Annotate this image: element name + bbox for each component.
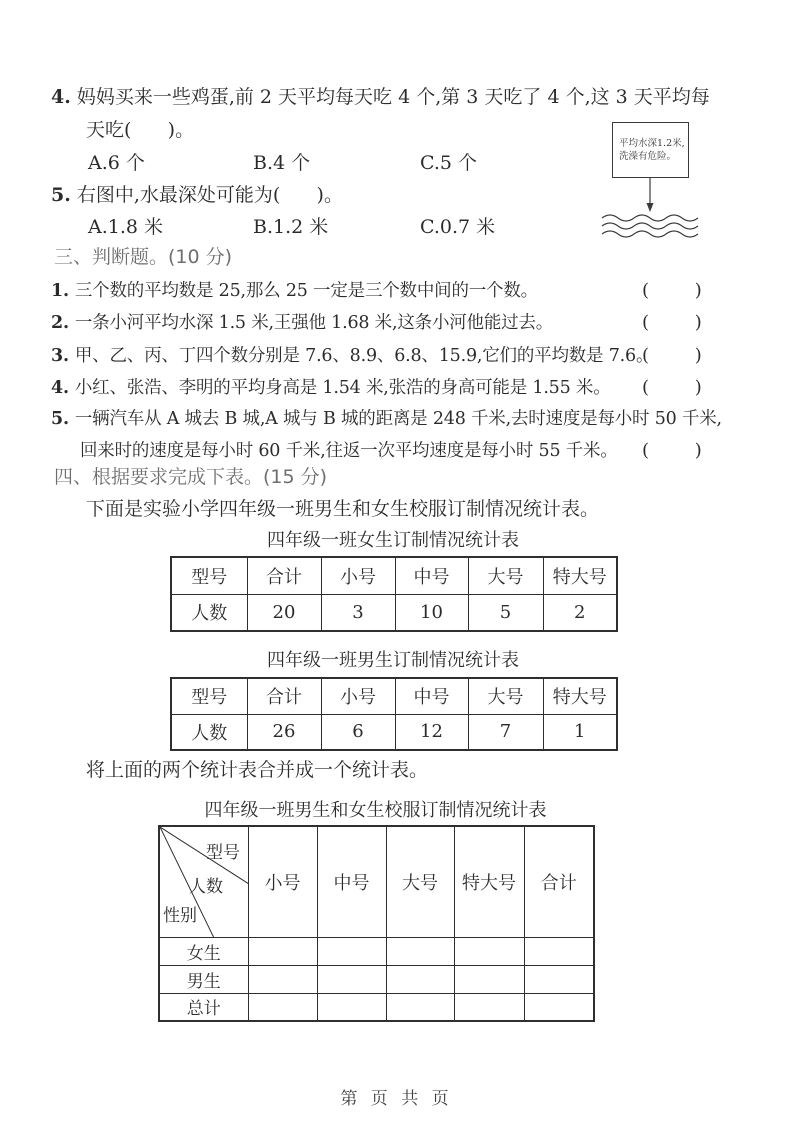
judge-item-2-answer-blank: ( ) xyxy=(642,312,702,333)
question-4-option-c: C.5 个 xyxy=(420,152,478,174)
question-5-option-a: A.1.8 米 xyxy=(88,216,164,238)
merged-girls-xlarge-blank-cell xyxy=(454,937,524,965)
merged-table-title: 四年级一班男生和女生校服订制情况统计表 xyxy=(204,800,547,821)
boys-uniform-table xyxy=(170,677,618,751)
merge-instruction: 将上面的两个统计表合并成一个统计表。 xyxy=(86,759,429,781)
merged-boys-medium-blank-cell xyxy=(317,965,386,993)
girls-header-large: 大号 xyxy=(468,557,543,594)
merged-total-small-blank-cell xyxy=(248,993,317,1021)
judge-item-1 xyxy=(51,280,538,303)
water-depth-sign xyxy=(612,122,689,178)
judge-item-3-text: 甲、乙、丙、丁四个数分别是 7.6、8.9、6.8、15.9,它们的平均数是 7.6。 xyxy=(74,346,654,366)
question-5-number: 5. xyxy=(51,184,71,206)
down-arrow-icon xyxy=(647,178,654,212)
judge-item-5-line-2: 回来时的速度是每小时 60 千米,往返一次平均速度是每小时 55 千米。 xyxy=(80,441,618,461)
girls-row-label: 人数 xyxy=(171,594,247,631)
judge-item-5-text-1: 一辆汽车从 A 城去 B 城,A 城与 B 城的距离是 248 千米,去时速度是每小时 50 千米, xyxy=(74,409,722,429)
merged-boys-large-blank-cell xyxy=(386,965,454,993)
merged-boys-total-blank-cell xyxy=(524,965,594,993)
judge-item-3 xyxy=(51,345,653,368)
boys-value-large: 7 xyxy=(468,714,543,750)
girls-header-small: 小号 xyxy=(321,557,395,594)
judge-item-5-number: 5. xyxy=(51,409,69,429)
question-4-line-1 xyxy=(51,86,710,109)
merged-corner-cell xyxy=(159,826,248,937)
judge-item-4-number: 4. xyxy=(51,378,69,398)
judge-item-2-number: 2. xyxy=(51,313,69,333)
section-4-heading: 四、根据要求完成下表。(15 分) xyxy=(54,466,328,488)
question-4-option-a: A.6 个 xyxy=(88,152,145,174)
judge-item-2 xyxy=(51,312,553,335)
question-4-line-2: 天吃( )。 xyxy=(86,119,195,141)
sign-pointer-and-water-figure xyxy=(598,174,708,242)
merged-total-total-blank-cell xyxy=(524,993,594,1021)
girls-table-title: 四年级一班女生订制情况统计表 xyxy=(267,530,519,551)
merged-total-medium-blank-cell xyxy=(317,993,386,1021)
question-5-text: 右图中,水最深处可能为( )。 xyxy=(76,184,343,206)
merged-girls-large-blank-cell xyxy=(386,937,454,965)
girls-value-total: 20 xyxy=(247,594,321,631)
water-waves-icon xyxy=(602,215,698,237)
boys-row-label: 人数 xyxy=(171,714,247,750)
merged-total-xlarge-blank-cell xyxy=(454,993,524,1021)
boys-header-small: 小号 xyxy=(321,678,395,714)
girls-value-medium: 10 xyxy=(395,594,468,631)
girls-header-total: 合计 xyxy=(247,557,321,594)
judge-item-1-answer-blank: ( ) xyxy=(642,280,702,301)
girls-value-xlarge: 2 xyxy=(543,594,617,631)
merged-boys-small-blank-cell xyxy=(248,965,317,993)
page-footer: 第 页 共 页 xyxy=(340,1089,453,1109)
girls-value-large: 5 xyxy=(468,594,543,631)
boys-header-xlarge: 特大号 xyxy=(543,678,617,714)
sign-text-line-2: 洗澡有危险。 xyxy=(619,151,677,162)
boys-value-small: 6 xyxy=(321,714,395,750)
boys-header-total: 合计 xyxy=(247,678,321,714)
merged-header-medium: 中号 xyxy=(317,826,386,937)
judge-item-3-number: 3. xyxy=(51,346,69,366)
question-4-option-b: B.4 个 xyxy=(253,152,311,174)
merged-total-large-blank-cell xyxy=(386,993,454,1021)
judge-item-4-text: 小红、张浩、李明的平均身高是 1.54 米,张浩的身高可能是 1.55 米。 xyxy=(74,378,611,398)
merged-girls-small-blank-cell xyxy=(248,937,317,965)
judge-item-4-answer-blank: ( ) xyxy=(642,377,702,398)
sign-text-line-1: 平均水深1.2米, xyxy=(619,138,685,149)
merged-row-label-grand-total: 总计 xyxy=(159,993,248,1021)
boys-table-title: 四年级一班男生订制情况统计表 xyxy=(267,650,519,671)
merged-row-label-girls: 女生 xyxy=(159,937,248,965)
boys-header-model: 型号 xyxy=(171,678,247,714)
boys-value-total: 26 xyxy=(247,714,321,750)
judge-item-5-line-1 xyxy=(51,408,722,431)
corner-label-gender: 性别 xyxy=(163,906,197,926)
corner-label-count: 人数 xyxy=(189,877,223,897)
section-4-intro: 下面是实验小学四年级一班男生和女生校服订制情况统计表。 xyxy=(86,498,600,520)
judge-item-1-number: 1. xyxy=(51,281,69,301)
merged-header-large: 大号 xyxy=(386,826,454,937)
merged-boys-xlarge-blank-cell xyxy=(454,965,524,993)
girls-uniform-table xyxy=(170,556,618,632)
judge-item-5-answer-blank: ( ) xyxy=(642,440,702,461)
judge-item-2-text: 一条小河平均水深 1.5 米,王强他 1.68 米,这条小河他能过去。 xyxy=(74,313,554,333)
merged-girls-medium-blank-cell xyxy=(317,937,386,965)
question-4-number: 4. xyxy=(51,86,71,108)
question-5-option-c: C.0.7 米 xyxy=(420,216,496,238)
boys-header-medium: 中号 xyxy=(395,678,468,714)
question-5-line xyxy=(51,184,343,207)
merged-row-label-boys: 男生 xyxy=(159,965,248,993)
girls-value-small: 3 xyxy=(321,594,395,631)
boys-header-large: 大号 xyxy=(468,678,543,714)
girls-header-xlarge: 特大号 xyxy=(543,557,617,594)
corner-label-model: 型号 xyxy=(206,843,240,863)
boys-value-medium: 12 xyxy=(395,714,468,750)
judge-item-3-answer-blank: ( ) xyxy=(642,345,702,366)
merged-uniform-table xyxy=(158,825,595,1022)
section-3-heading: 三、判断题。(10 分) xyxy=(54,246,233,268)
judge-item-4 xyxy=(51,377,611,400)
merged-header-small: 小号 xyxy=(248,826,317,937)
boys-value-xlarge: 1 xyxy=(543,714,617,750)
question-4-text: 妈妈买来一些鸡蛋,前 2 天平均每天吃 4 个,第 3 天吃了 4 个,这 3 天平均每 xyxy=(76,86,710,108)
question-5-option-b: B.1.2 米 xyxy=(253,216,329,238)
girls-header-medium: 中号 xyxy=(395,557,468,594)
girls-header-model: 型号 xyxy=(171,557,247,594)
merged-girls-total-blank-cell xyxy=(524,937,594,965)
merged-header-xlarge: 特大号 xyxy=(454,826,524,937)
merged-header-total: 合计 xyxy=(524,826,594,937)
judge-item-1-text: 三个数的平均数是 25,那么 25 一定是三个数中间的一个数。 xyxy=(74,281,538,301)
